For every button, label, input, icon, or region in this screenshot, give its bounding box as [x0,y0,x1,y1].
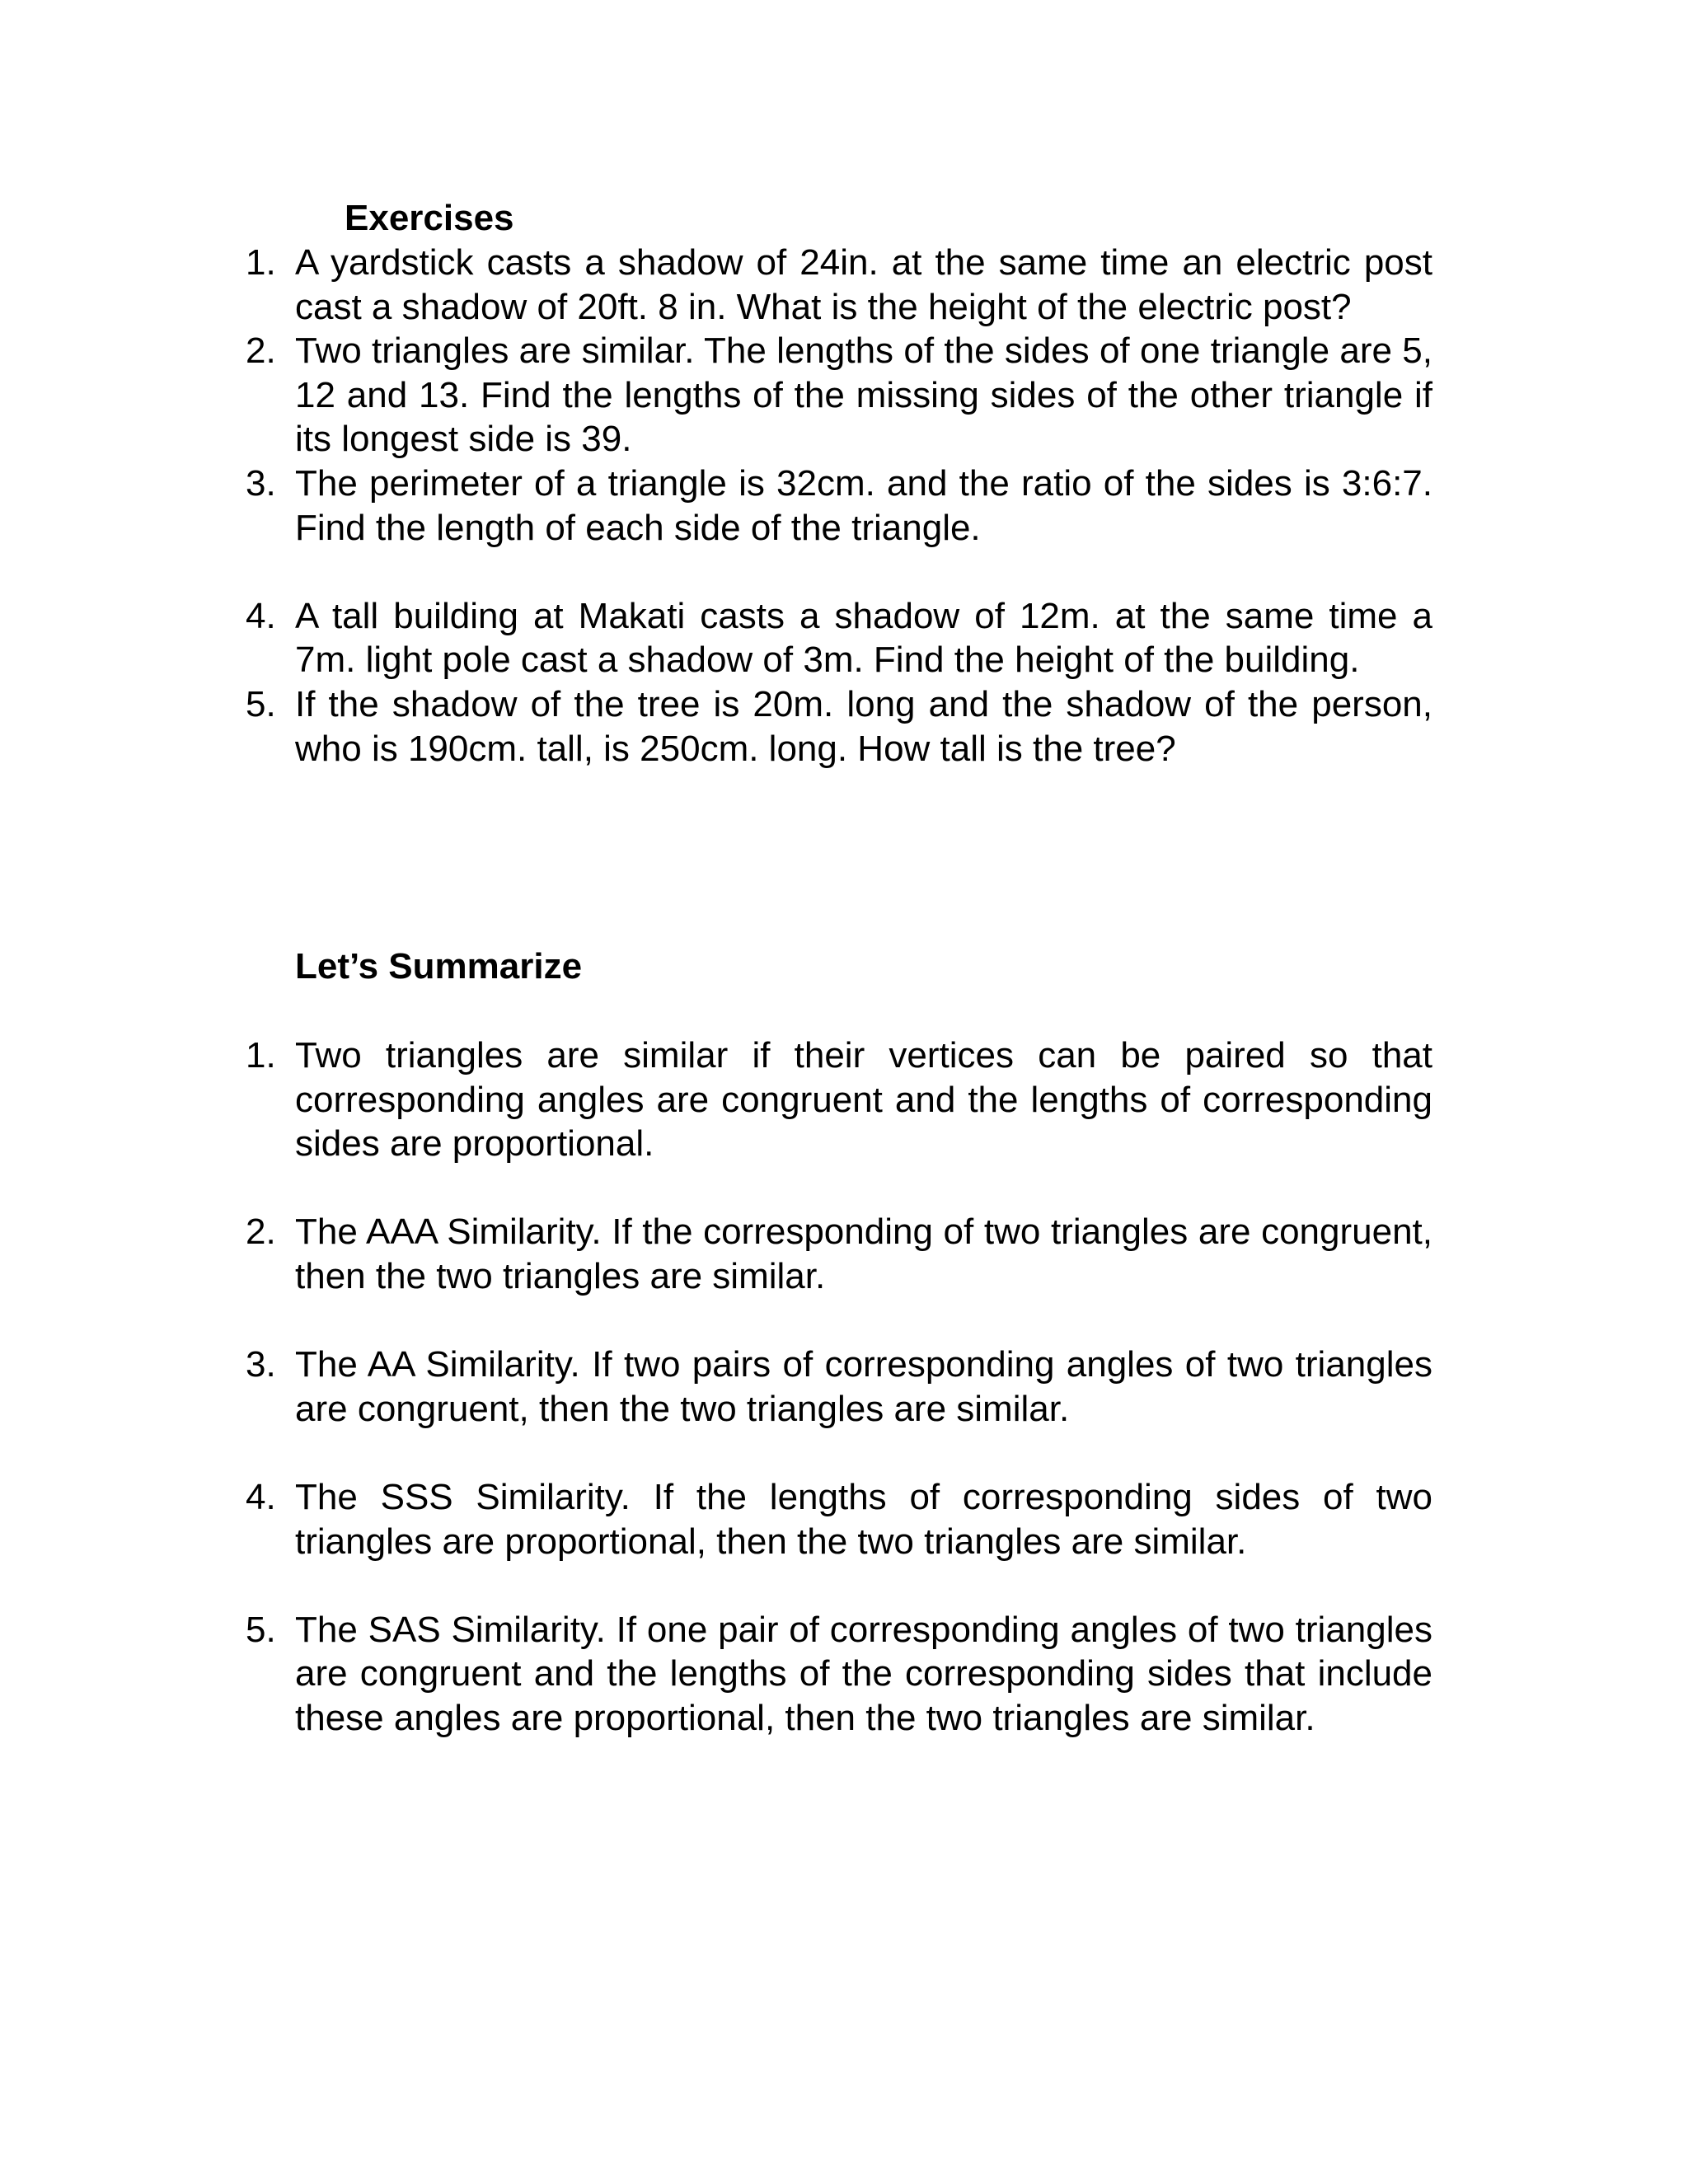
exercise-text: If the shadow of the tree is 20m. long and the shadow of the person, who is 190cm. tall, is 250cm. long. How tall is the tree? [295,683,1432,769]
exercise-item [246,594,1432,682]
exercise-text: The perimeter of a triangle is 32cm. and the ratio of the sides is 3:6:7. Find the length of each side of the triangle. [295,462,1432,548]
exercise-number: 3. [246,462,276,504]
exercise-number: 4. [246,595,276,636]
exercises-heading: Exercises [345,198,514,238]
exercise-number: 1. [246,242,276,283]
exercise-text: Two triangles are similar. The lengths of the sides of one triangle are 5, 12 and 13. Find the lengths of the missing sides of the other triangle if its longest side is 39. [295,330,1432,460]
summary-number: 4. [246,1476,276,1517]
summary-text: The SAS Similarity. If one pair of corresponding angles of two triangles are congruent and the lengths of the corresponding sides that include these angles are proportional, then the two triangles are similar. [295,1609,1432,1738]
summary-text: The AA Similarity. If two pairs of corresponding angles of two triangles are congruent, then the two triangles are similar. [295,1344,1432,1429]
summary-item [246,1608,1432,1741]
summary-heading: Let’s Summarize [295,946,583,987]
exercise-item [246,241,1432,329]
exercise-text: A yardstick casts a shadow of 24in. at the same time an electric post cast a shadow of 20ft. 8 in. What is the height of the electric post? [295,242,1432,327]
summary-item [246,1210,1432,1298]
exercise-item [246,462,1432,550]
exercises-list [246,241,1432,771]
summary-item [246,1033,1432,1166]
summary-number: 3. [246,1344,276,1385]
exercise-text: A tall building at Makati casts a shadow of 12m. at the same time a 7m. light pole cast a shadow of 3m. Find the height of the building. [295,595,1432,681]
summary-item [246,1475,1432,1563]
exercise-number: 2. [246,330,276,372]
exercise-item [246,682,1432,771]
summary-number: 1. [246,1035,276,1076]
summary-text: The AAA Similarity. If the corresponding of two triangles are congruent, then the two triangles are similar. [295,1212,1432,1296]
summary-number: 5. [246,1609,276,1650]
summary-list [246,1033,1432,1741]
summary-text: Two triangles are similar if their vertices can be paired so that corresponding angles are congruent and the lengths of corresponding sides are proportional. [295,1035,1432,1165]
summary-number: 2. [246,1212,276,1253]
exercise-item [246,329,1432,462]
exercise-number: 5. [246,683,276,724]
summary-item [246,1343,1432,1431]
summary-text: The SSS Similarity. If the lengths of corresponding sides of two triangles are proportional, then the two triangles are similar. [295,1476,1432,1562]
